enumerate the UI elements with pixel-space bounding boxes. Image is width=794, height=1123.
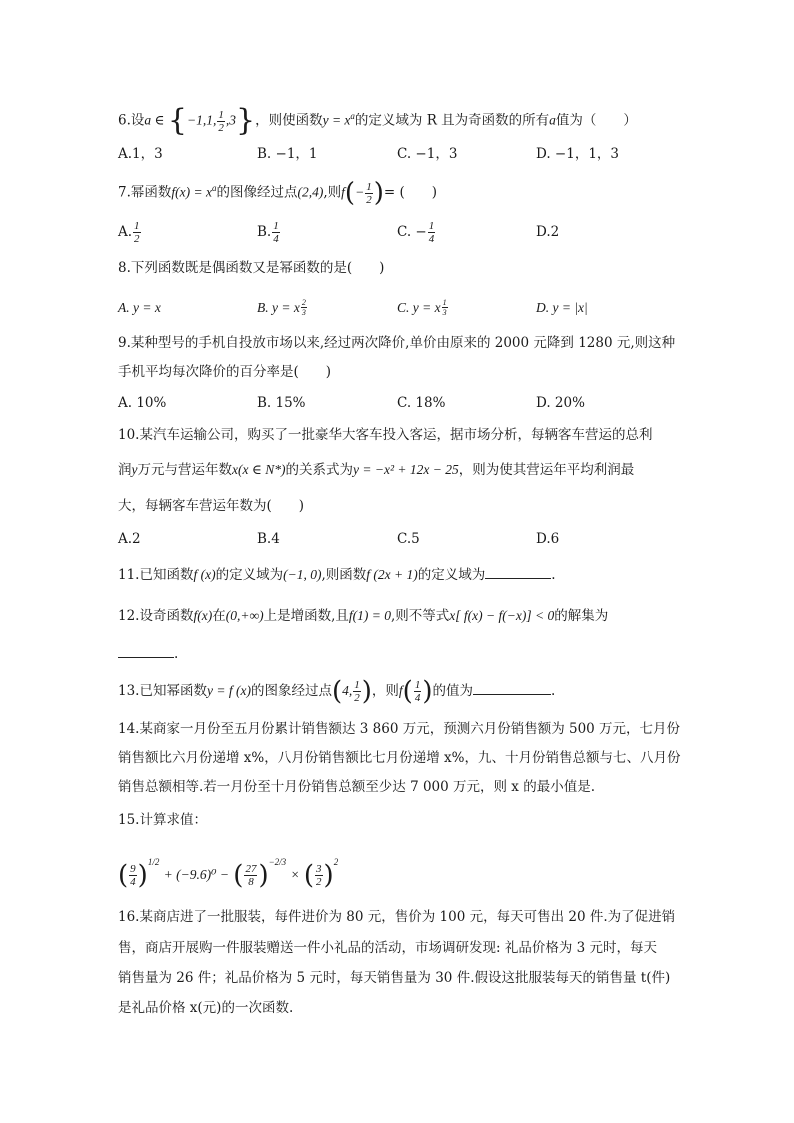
q13-answer-blank [473, 680, 551, 695]
q6-element-of: a ∈ [144, 112, 168, 128]
q6-function: y = x [322, 112, 351, 128]
q7-point: (2,4) [297, 184, 324, 200]
q10-option-b: B.4 [257, 531, 280, 547]
q7-option-d: D.2 [536, 224, 560, 240]
question-10-line-3: 大，每辆客车营运年数为( ) [118, 498, 305, 514]
question-10-line-2: 润y万元与营运年数x(x ∈ N*)的关系式为y = −x² + 12x − 25，则为使其营运年平均利润最 [118, 462, 635, 478]
question-14-line-2: 销售额比六月份递增 x%，八月份销售额比七月份递增 x%，九、十月份销售总额与七、八月份 [118, 750, 681, 766]
question-16-line-2: 售，商店开展购一件服装赠送一件小礼品的活动，市场调研发现: 礼品价格为 3 元时，每天 [118, 940, 658, 956]
question-11: 11.已知函数f (x)的定义域为(−1, 0),则函数f (2x + 1)的定义域为 . [118, 564, 556, 585]
q9-option-c: C. 18% [397, 395, 446, 411]
q6-fraction: $\frac{1}{2}$ [218, 108, 224, 134]
q6-right-brace: } [235, 103, 256, 138]
q12-answer-blank [118, 643, 174, 658]
q7-option-c: C. − $\frac{1}{4}$ [397, 220, 435, 245]
q8-option-d: D. y = |x| [536, 300, 588, 315]
q8-option-a: A. y = x [118, 300, 161, 315]
q6-prefix: 6.设 [118, 112, 145, 129]
question-14-line-3: 销售总额相等.若一月份至十月份销售总额至少达 7 000 万元，则 x 的最小值是. [118, 779, 596, 795]
q10-equation: y = −x² + 12x − 25 [352, 462, 459, 477]
question-12: 12.设奇函数f(x)在(0,+∞)上是增函数,且f(1) = 0,则不等式x[ f(x) − f(−x)] < 0的解集为 [118, 608, 609, 624]
q9-option-b: B. 15% [257, 395, 306, 411]
q6-option-d: D. −1，1，3 [536, 146, 620, 162]
question-15-title: 15.计算求值： [118, 812, 207, 828]
question-6: 6.设a ∈ {−1,1, $\frac{1}{2}$ ,3}，则使函数$y = x^a$的定义域为 R 且为奇函数的所有a值为（ ） [118, 103, 637, 138]
q7-fraction: $\frac{1}{2}$ [366, 180, 372, 206]
question-14-line-1: 14.某商家一月份至五月份累计销售额达 3 860 万元，预测六月份销售额为 500 万元，七月份 [118, 721, 681, 737]
q9-option-a: A. 10% [118, 395, 167, 411]
q11-answer-blank [485, 564, 551, 579]
question-10-line-1: 10.某汽车运输公司，购买了一批豪华大客车投入客运，据市场分析，每辆客车营运的总利 [118, 427, 653, 443]
q10-domain: (x ∈ N*) [238, 462, 286, 477]
q6-option-a: A.1，3 [118, 146, 163, 162]
q6-left-brace: { [167, 103, 187, 138]
question-16-line-4: 是礼品价格 x(元)的一次函数. [118, 1000, 294, 1016]
question-13: 13.已知幂函数y = f (x)的图象经过点(4, $\frac{1}{2}$ )，则f( $\frac{1}{4}$ )的值为 . [118, 676, 556, 707]
q10-option-c: C.5 [397, 531, 420, 547]
q6-option-b: B. −1，1 [257, 146, 318, 162]
q10-option-d: D.6 [536, 531, 560, 547]
question-16-line-3: 销售量为 26 件；礼品价格为 5 元时，每天销售量为 30 件.假设这批服装每天的销售量 t(件) [118, 970, 671, 986]
q13-point-fraction: $\frac{1}{2}$ [354, 679, 360, 704]
q6-set-items: −1,1, [186, 112, 217, 128]
question-9-line-2: 手机平均每次降价的百分率是( ) [118, 364, 332, 380]
question-16-line-1: 16.某商店进了一批服装，每件进价为 80 元，售价为 100 元，每天可售出 20 件.为了促进销 [118, 909, 676, 925]
q7-function: f(x) = x [171, 184, 212, 200]
question-15-expression: ( $\frac{9}{4}$ )$^{1/2}$ + (−9.6)⁰ − ( $\frac{27}{8}$ )$^{-2/3}$ × ( $\frac{3}{2}$ )$^2$ [118, 857, 339, 891]
q13-argument-fraction: $\frac{1}{4}$ [414, 679, 421, 704]
q10-option-a: A.2 [118, 531, 141, 547]
q12-inequality: x[ f(x) − f(−x)] < 0 [449, 608, 555, 623]
q9-option-d: D. 20% [536, 395, 585, 411]
q6-option-c: C. −1，3 [397, 146, 458, 162]
q6-set-tail: ,3 [225, 112, 236, 128]
q7-option-b: B. $\frac{1}{4}$ [257, 220, 279, 245]
q12-answer-line: . [118, 643, 178, 664]
q8-option-c: C. y = x $^{\frac{1}{3}}$ [397, 298, 447, 317]
q8-option-b: B. y = x $^{\frac{2}{3}}$ [257, 298, 306, 317]
question-9-line-1: 9.某种型号的手机自投放市场以来,经过两次降价,单价由原来的 2000 元降到 1280 元,则这种 [118, 335, 676, 351]
question-7: 7.幂函数$f(x) = x^a$的图像经过点(2,4),则f(− $\frac{1}{2}$ )= ( ) [118, 178, 437, 208]
q7-option-a: A. $\frac{1}{2}$ [118, 220, 140, 245]
question-8: 8.下列函数既是偶函数又是幂函数的是( ) [118, 260, 385, 276]
